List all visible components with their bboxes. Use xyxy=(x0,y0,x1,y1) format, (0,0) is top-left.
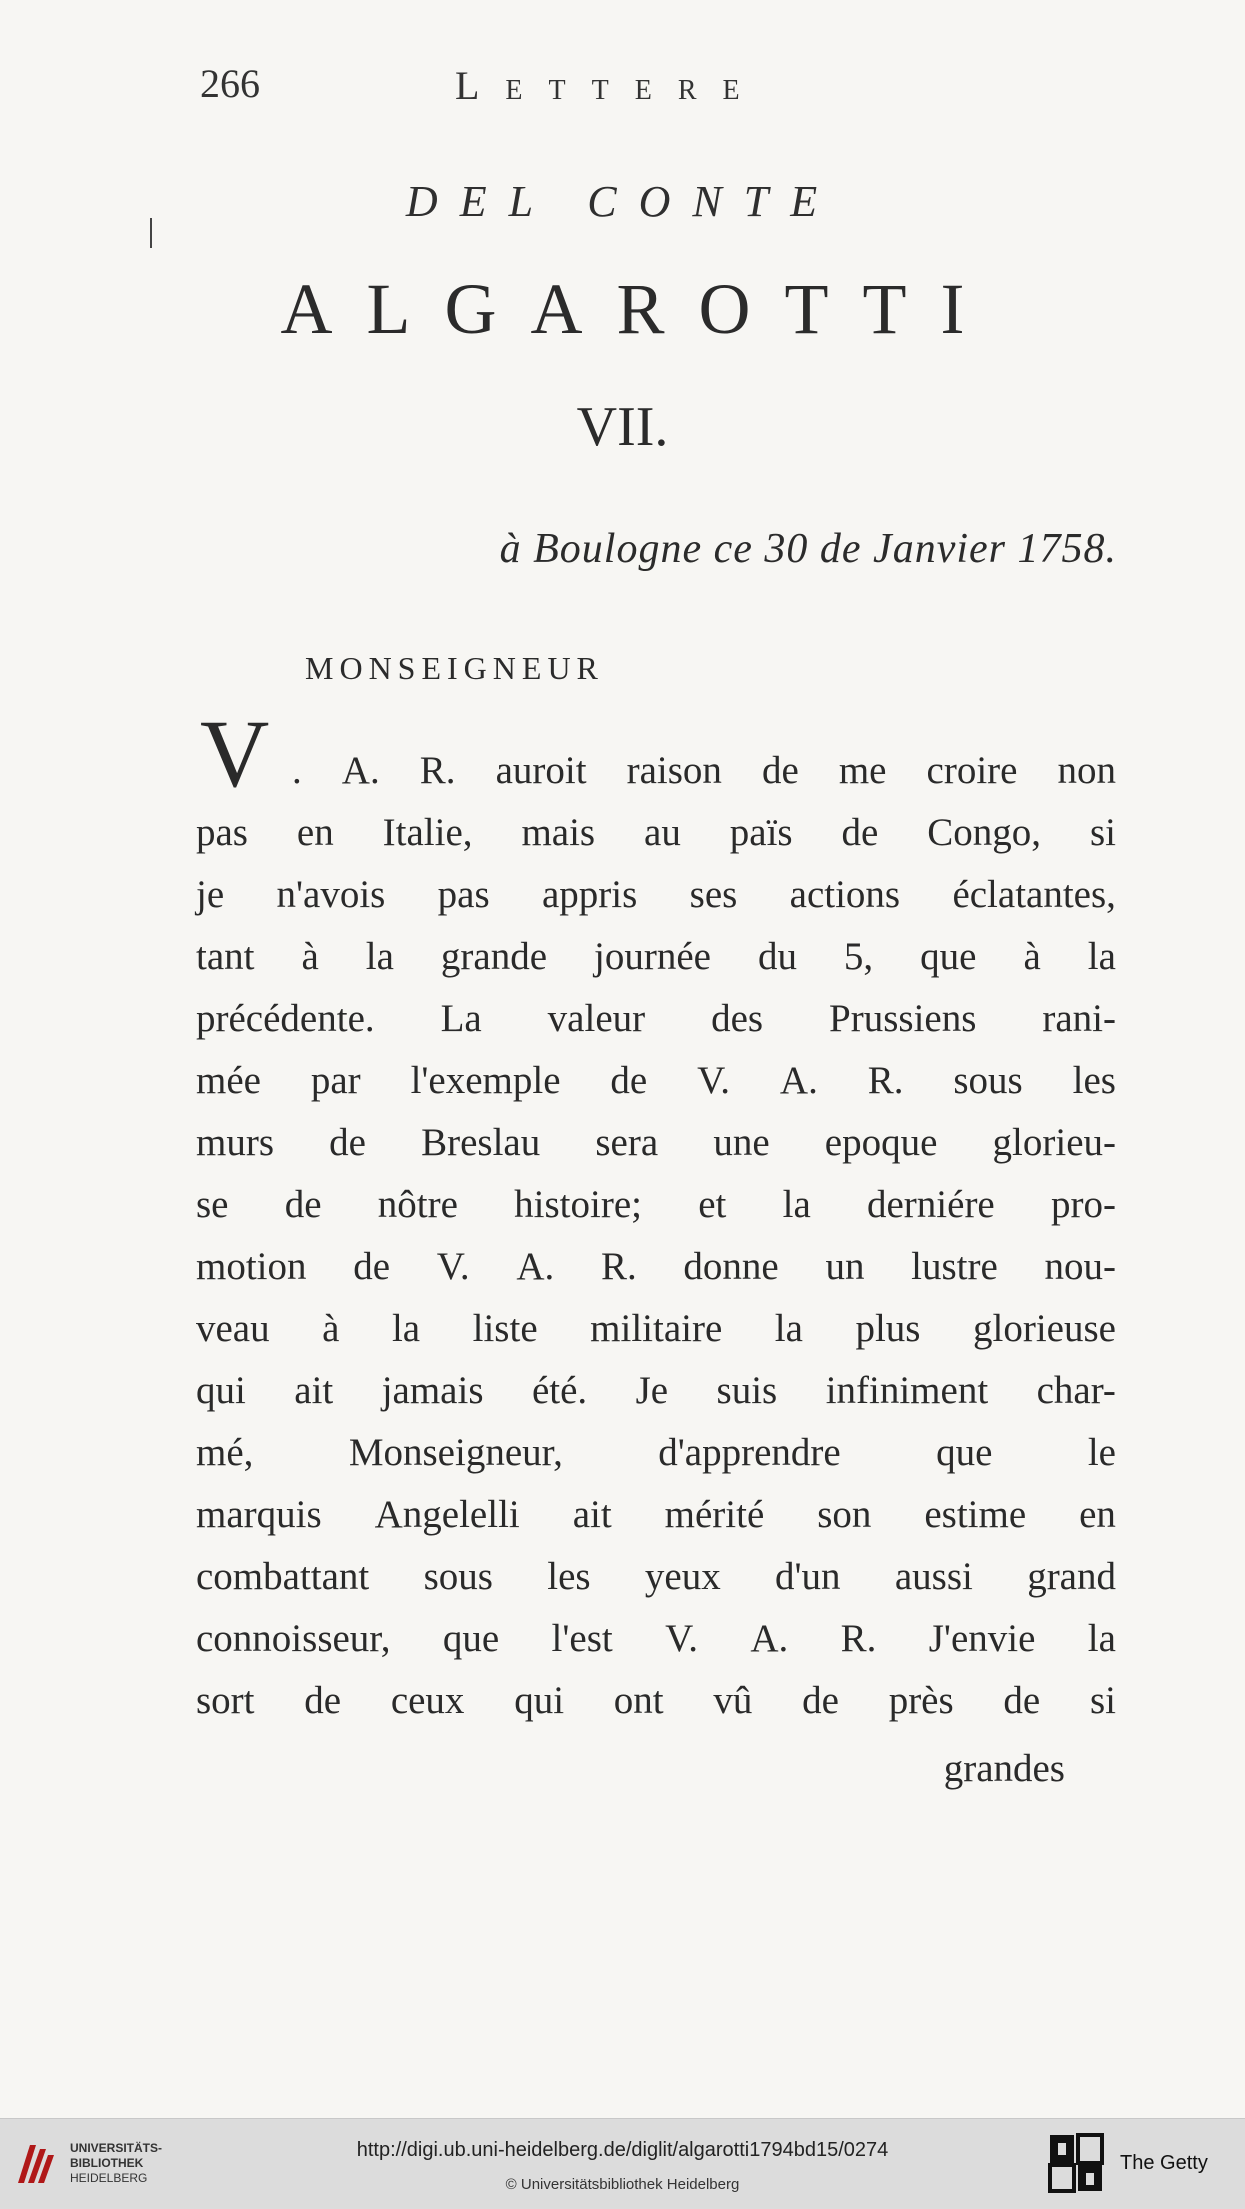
heading-subtitle: DEL CONTE xyxy=(405,177,840,226)
word: ont xyxy=(613,1679,664,1722)
word: nôtre xyxy=(377,1183,458,1226)
word: R. xyxy=(840,1617,877,1660)
word: de xyxy=(610,1059,648,1102)
text-line xyxy=(196,1050,1116,1112)
word: la xyxy=(1087,935,1116,978)
word: mérité xyxy=(664,1493,765,1536)
word: histoire; xyxy=(514,1183,642,1226)
word: . xyxy=(292,749,302,792)
word: La xyxy=(440,997,482,1040)
word: glorieuse xyxy=(973,1307,1116,1350)
word: vû xyxy=(713,1679,753,1722)
word: si xyxy=(1089,1679,1116,1722)
word: pas xyxy=(437,873,490,916)
word: R. xyxy=(867,1059,904,1102)
word: glorieu- xyxy=(992,1121,1116,1164)
text-line xyxy=(196,1484,1116,1546)
word: combattant xyxy=(196,1555,370,1598)
copyright-notice: © Universitätsbibliothek Heidelberg xyxy=(505,2176,740,2193)
word: éclatantes, xyxy=(952,873,1116,916)
word: Angelelli xyxy=(374,1493,520,1536)
word: du xyxy=(757,935,797,978)
text-line xyxy=(196,1360,1116,1422)
word: l'exemple xyxy=(410,1059,561,1102)
word: R. xyxy=(419,749,456,792)
word: derniére xyxy=(867,1183,995,1226)
word: suis xyxy=(716,1369,778,1412)
word: murs xyxy=(196,1121,274,1164)
word: par xyxy=(310,1059,361,1102)
running-head: Lettere xyxy=(455,63,766,108)
word: journée xyxy=(594,935,711,978)
word: à xyxy=(301,935,319,978)
word: qui xyxy=(514,1679,565,1722)
word: l'est xyxy=(551,1617,613,1660)
word: si xyxy=(1089,811,1116,854)
word: précédente. xyxy=(196,997,375,1040)
word: que xyxy=(936,1431,993,1474)
word: J'envie xyxy=(928,1617,1036,1660)
text-line xyxy=(196,802,1116,864)
word: valeur xyxy=(547,997,646,1040)
word: de xyxy=(761,749,799,792)
word: près xyxy=(888,1679,954,1722)
word: A. xyxy=(341,749,380,792)
word: les xyxy=(1072,1059,1116,1102)
word: sous xyxy=(423,1555,493,1598)
word: yeux xyxy=(644,1555,721,1598)
word: de xyxy=(1003,1679,1041,1722)
page-number: 266 xyxy=(200,61,260,106)
word: me xyxy=(838,749,887,792)
word: d'apprendre xyxy=(658,1431,841,1474)
word: V. xyxy=(697,1059,731,1102)
text-line xyxy=(196,1546,1116,1608)
word: V. xyxy=(436,1245,470,1288)
word: appris xyxy=(542,873,638,916)
word: mais xyxy=(521,811,596,854)
word: nou- xyxy=(1044,1245,1116,1288)
word: V. xyxy=(665,1617,698,1660)
word: grande xyxy=(440,935,548,978)
word: son xyxy=(817,1493,872,1536)
word: ait xyxy=(572,1493,612,1536)
catchword: grandes xyxy=(943,1747,1065,1790)
library-name: UNIVERSITÄTS- BIBLIOTHEK HEIDELBERG xyxy=(70,2141,163,2185)
word: la xyxy=(391,1307,421,1350)
word: sous xyxy=(953,1059,1023,1102)
footer-bar xyxy=(0,2118,1245,2209)
word: se xyxy=(196,1183,229,1226)
word: grand xyxy=(1027,1555,1116,1598)
text-line xyxy=(196,1236,1116,1298)
text-line xyxy=(196,1422,1116,1484)
getty-logo-icon xyxy=(1048,2133,1104,2193)
word: lustre xyxy=(911,1245,998,1288)
text-line xyxy=(196,1174,1116,1236)
word: croire xyxy=(926,749,1018,792)
word: motion xyxy=(196,1245,307,1288)
word: R. xyxy=(600,1245,637,1288)
word: auroit xyxy=(495,749,587,792)
word: sera xyxy=(595,1121,659,1164)
word: Italie, xyxy=(382,811,473,854)
word: A. xyxy=(516,1245,555,1288)
word: raison xyxy=(626,749,722,792)
word: Je xyxy=(635,1369,669,1412)
word: ses xyxy=(689,873,738,916)
word: un xyxy=(825,1245,865,1288)
word: actions xyxy=(789,873,901,916)
letter-numeral: VII. xyxy=(576,396,669,458)
word: connoisseur, xyxy=(196,1617,391,1660)
word: des xyxy=(711,997,764,1040)
word: qui xyxy=(196,1369,246,1412)
word: pas xyxy=(196,811,248,854)
word: une xyxy=(713,1121,770,1164)
text-line xyxy=(196,988,1116,1050)
word: païs xyxy=(729,811,793,854)
word: epoque xyxy=(824,1121,938,1164)
word: la xyxy=(1087,1617,1116,1660)
word: la xyxy=(774,1307,803,1350)
word: à xyxy=(322,1307,340,1350)
word: veau xyxy=(196,1307,270,1350)
word: les xyxy=(547,1555,591,1598)
word: le xyxy=(1087,1431,1116,1474)
word: plus xyxy=(855,1307,921,1350)
word: au xyxy=(644,811,681,854)
word: à xyxy=(1023,935,1041,978)
word: de xyxy=(304,1679,342,1722)
word: Congo, xyxy=(927,811,1042,854)
word: ait xyxy=(294,1369,334,1412)
word: mée xyxy=(196,1059,261,1102)
heading-title: ALGAROTTI xyxy=(280,269,999,349)
word: rani- xyxy=(1042,997,1116,1040)
text-line xyxy=(196,1670,1116,1732)
word: Prussiens xyxy=(829,997,977,1040)
word: Monseigneur, xyxy=(348,1431,563,1474)
word: char- xyxy=(1036,1369,1116,1412)
permalink-url[interactable]: http://digi.ub.uni-heidelberg.de/diglit/algarotti1794bd15/0274 xyxy=(356,2139,889,2161)
word: donne xyxy=(683,1245,779,1288)
word: et xyxy=(698,1183,727,1226)
word: de xyxy=(841,811,879,854)
word: que xyxy=(442,1617,500,1660)
word: tant xyxy=(196,935,255,978)
word: que xyxy=(920,935,977,978)
salutation: MONSEIGNEUR xyxy=(305,650,604,686)
word: marquis xyxy=(196,1493,322,1536)
word: A. xyxy=(779,1059,818,1102)
getty-name: The Getty xyxy=(1120,2152,1208,2174)
word: ceux xyxy=(390,1679,465,1722)
word: de xyxy=(329,1121,366,1164)
word: estime xyxy=(924,1493,1027,1536)
word: de xyxy=(802,1679,839,1722)
word: jamais xyxy=(381,1369,484,1412)
word: Breslau xyxy=(421,1121,541,1164)
text-line xyxy=(196,1298,1116,1360)
word: non xyxy=(1057,749,1116,792)
text-line xyxy=(196,926,1116,988)
text-line xyxy=(196,864,1116,926)
word: d'un xyxy=(775,1555,841,1598)
word: n'avois xyxy=(276,873,386,916)
text-line xyxy=(196,1608,1116,1670)
word: en xyxy=(1079,1493,1116,1536)
letter-body xyxy=(196,740,1116,1732)
word: en xyxy=(296,811,334,854)
text-line xyxy=(196,1112,1116,1174)
word: pro- xyxy=(1050,1183,1116,1226)
word: de xyxy=(284,1183,322,1226)
word: de xyxy=(353,1245,391,1288)
word: mé, xyxy=(196,1431,254,1474)
word: la xyxy=(365,935,394,978)
word: 5, xyxy=(843,935,874,978)
word: infiniment xyxy=(825,1369,989,1412)
word: liste xyxy=(472,1307,538,1350)
word: aussi xyxy=(894,1555,973,1598)
word: je xyxy=(196,873,225,916)
word: A. xyxy=(750,1617,789,1660)
dateline: à Boulogne ce 30 de Janvier 1758. xyxy=(499,526,1117,572)
drop-cap: V xyxy=(200,700,270,807)
word: été. xyxy=(531,1369,588,1412)
word: militaire xyxy=(590,1307,723,1350)
word: sort xyxy=(196,1679,255,1722)
word: la xyxy=(782,1183,811,1226)
